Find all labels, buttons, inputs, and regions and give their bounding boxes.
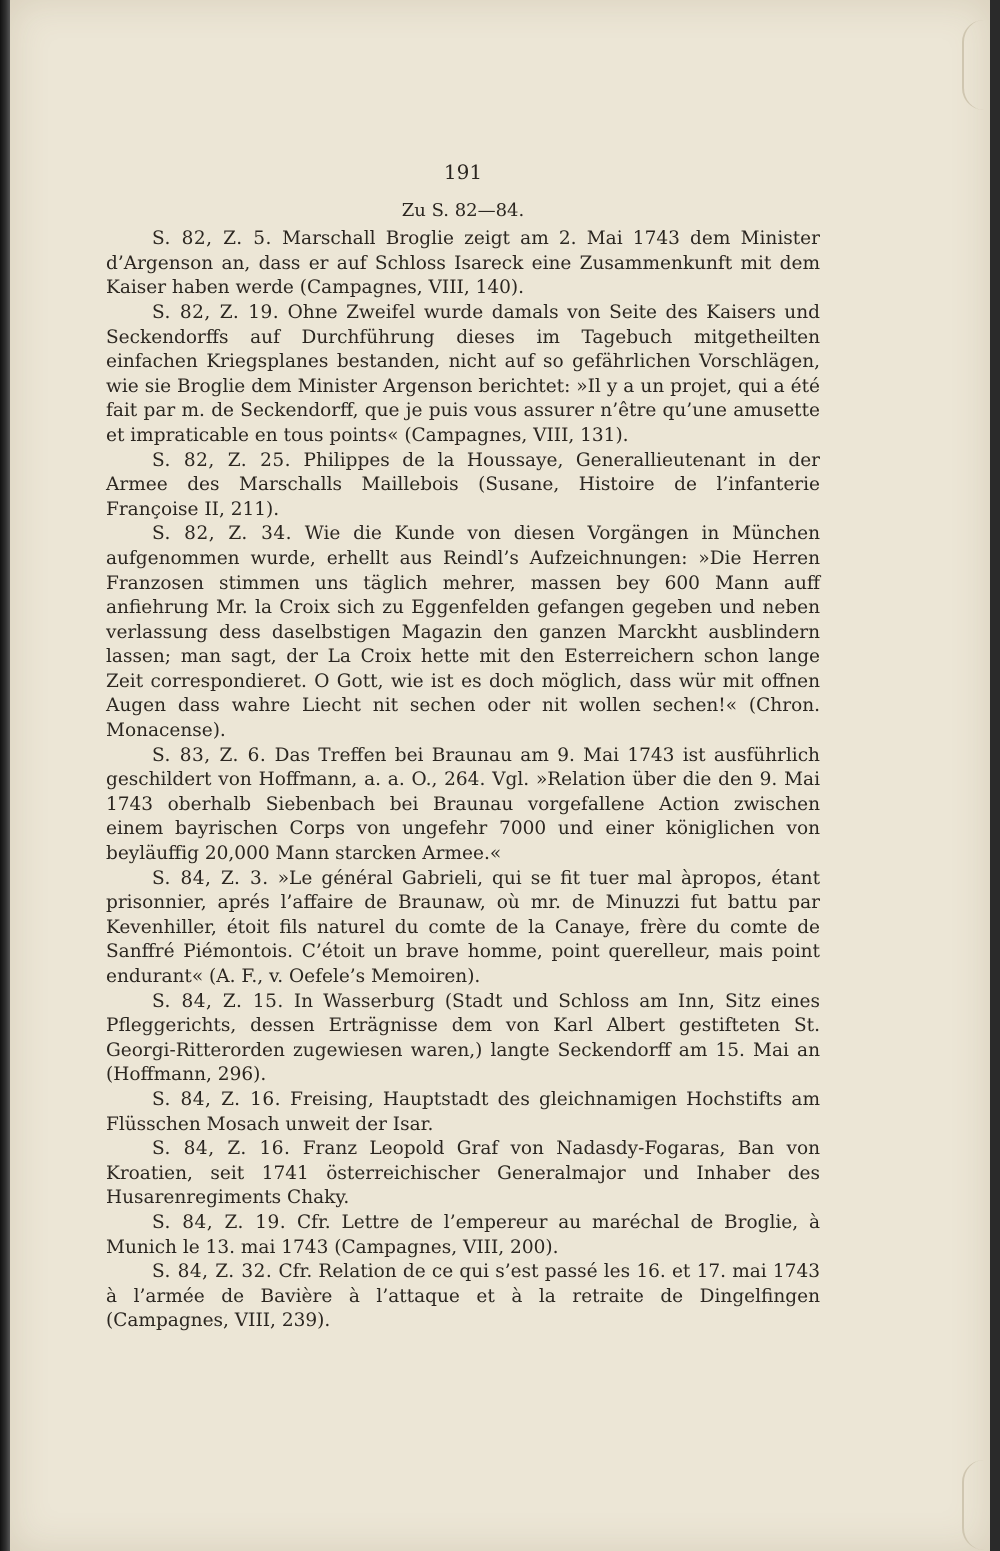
page-number: 191 bbox=[443, 160, 483, 184]
note bbox=[106, 990, 820, 1088]
note-ref: S. 84, Z. 19. bbox=[152, 1211, 287, 1233]
note-ref: S. 84, Z. 16. bbox=[152, 1138, 291, 1160]
note-ref: S. 83, Z. 6. bbox=[152, 744, 267, 766]
note-ref: S. 84, Z. 16. bbox=[152, 1088, 282, 1110]
book-page bbox=[10, 0, 990, 1551]
note-ref: S. 84, Z. 32. bbox=[152, 1261, 273, 1283]
note-ref: S. 82, Z. 5. bbox=[152, 228, 272, 250]
note-text: Marschall Broglie zeigt am 2. Mai 1743 dem Minister d’Argenson an, dass er auf Schloss Isareck eine Zusammenkunft mit dem Kaiser haben werde (Campagnes, VIII, 140). bbox=[106, 228, 820, 299]
book-binding bbox=[0, 0, 10, 1551]
note bbox=[106, 522, 820, 743]
note-text: Philippes de la Houssaye, Generallieutenant in der Armee des Marschalls Maillebois (Susane, Histoire de l’infanterie Françoise II, 211). bbox=[106, 449, 820, 520]
note bbox=[106, 1211, 820, 1260]
note-ref: S. 84, Z. 3. bbox=[152, 867, 269, 889]
page-body bbox=[106, 160, 820, 1334]
note bbox=[106, 1260, 820, 1334]
note bbox=[106, 867, 820, 990]
note-ref: S. 82, Z. 25. bbox=[152, 449, 292, 471]
note bbox=[106, 301, 820, 449]
note-text: Das Treffen bei Braunau am 9. Mai 1743 ist ausführlich geschildert von Hoffmann, a. a. O., 264. Vgl. »Relation über die den 9. Mai 1743 oberhalb Siebenbach bei Braunau vorgefallene Action zwischen einem bayrischen Corps von ungefehr 7000 und einer königlichen von beyläuffig 20,000 Mann starcken Armee.« bbox=[106, 744, 820, 865]
section-heading: Zu S. 82—84. bbox=[401, 199, 525, 221]
note-ref: S. 82, Z. 34. bbox=[152, 523, 292, 545]
note-text: Cfr. Relation de ce qui s’est passé les 16. et 17. mai 1743 à l’armée de Bavière à l’attaque et à la retraite de Dingelfingen (Campagnes, VIII, 239). bbox=[106, 1261, 820, 1332]
note-text: Ohne Zweifel wurde damals von Seite des Kaisers und Seckendorffs auf Durchführung dieses im Tagebuch mitgetheilten einfachen Kriegsplanes bestanden, nicht auf so gefährlichen Vorschlägen, wie sie Broglie dem Minister Argenson berichtet: »Il y a un projet, qui a été fait par m. de Seckendorff, que je puis vous assurer n’être qu’une amusette et impraticable en tous points« (Campagnes, VIII, 131). bbox=[106, 301, 820, 446]
note-text: Freising, Hauptstadt des gleichnamigen Hochstifts am Flüsschen Mosach unweit der Isar. bbox=[106, 1088, 820, 1135]
note-text: Cfr. Lettre de l’empereur au maréchal de Broglie, à Munich le 13. mai 1743 (Campagnes, VIII, 200). bbox=[106, 1211, 820, 1258]
note bbox=[106, 227, 820, 301]
page-edge-curl-top bbox=[962, 20, 986, 110]
note bbox=[106, 1137, 820, 1211]
note bbox=[106, 449, 820, 523]
note-ref: S. 84, Z. 15. bbox=[152, 990, 284, 1012]
note-ref: S. 82, Z. 19. bbox=[152, 301, 280, 323]
page-edge-curl-bottom bbox=[962, 1460, 986, 1550]
note-text: Wie die Kunde von diesen Vorgängen in München aufgenommen wurde, erhellt aus Reindl’s Aufzeichnungen: »Die Herren Franzosen stimmen uns täglich mehrer, massen bey 600 Mann auff anfiehrung Mr. la Croix sich zu Eggenfelden gefangen gegeben und neben verlassung dess daselbstigen Magazin den ganzen Marckht ausblindern lassen; man sagt, der La Croix hette mit den Esterreichern schon lange Zeit correspondieret. O Gott, wie ist es doch möglich, dass wür mit offnen Augen dass wahre Liecht nit sechen oder nit wollen sechen!« (Chron. Monacense). bbox=[106, 523, 820, 742]
note-text: Franz Leopold Graf von Nadasdy-Fogaras, Ban von Kroatien, seit 1741 österreichischer Generalmajor und Inhaber des Husarenregiments Chaky. bbox=[106, 1138, 820, 1209]
note bbox=[106, 744, 820, 867]
note bbox=[106, 1088, 820, 1137]
note-text: »Le général Gabrieli, qui se fit tuer mal àpropos, étant prisonnier, aprés l’affaire de Braunaw, où mr. de Minuzzi fut battu par Kevenhiller, étoit fils naturel du comte de la Canaye, frère du comte de Sanffré Piémontois. C’étoit un brave homme, point querelleur, mais point endurant« (A. F., v. Oefele’s Memoiren). bbox=[106, 867, 820, 987]
note-text: In Wasserburg (Stadt und Schloss am Inn, Sitz eines Pfleggerichts, dessen Erträgnisse dem von Karl Albert gestifteten St. Georgi-Ritterorden zugewiesen waren,) langte Seckendorff am 15. Mai an (Hoffmann, 296). bbox=[106, 990, 820, 1086]
